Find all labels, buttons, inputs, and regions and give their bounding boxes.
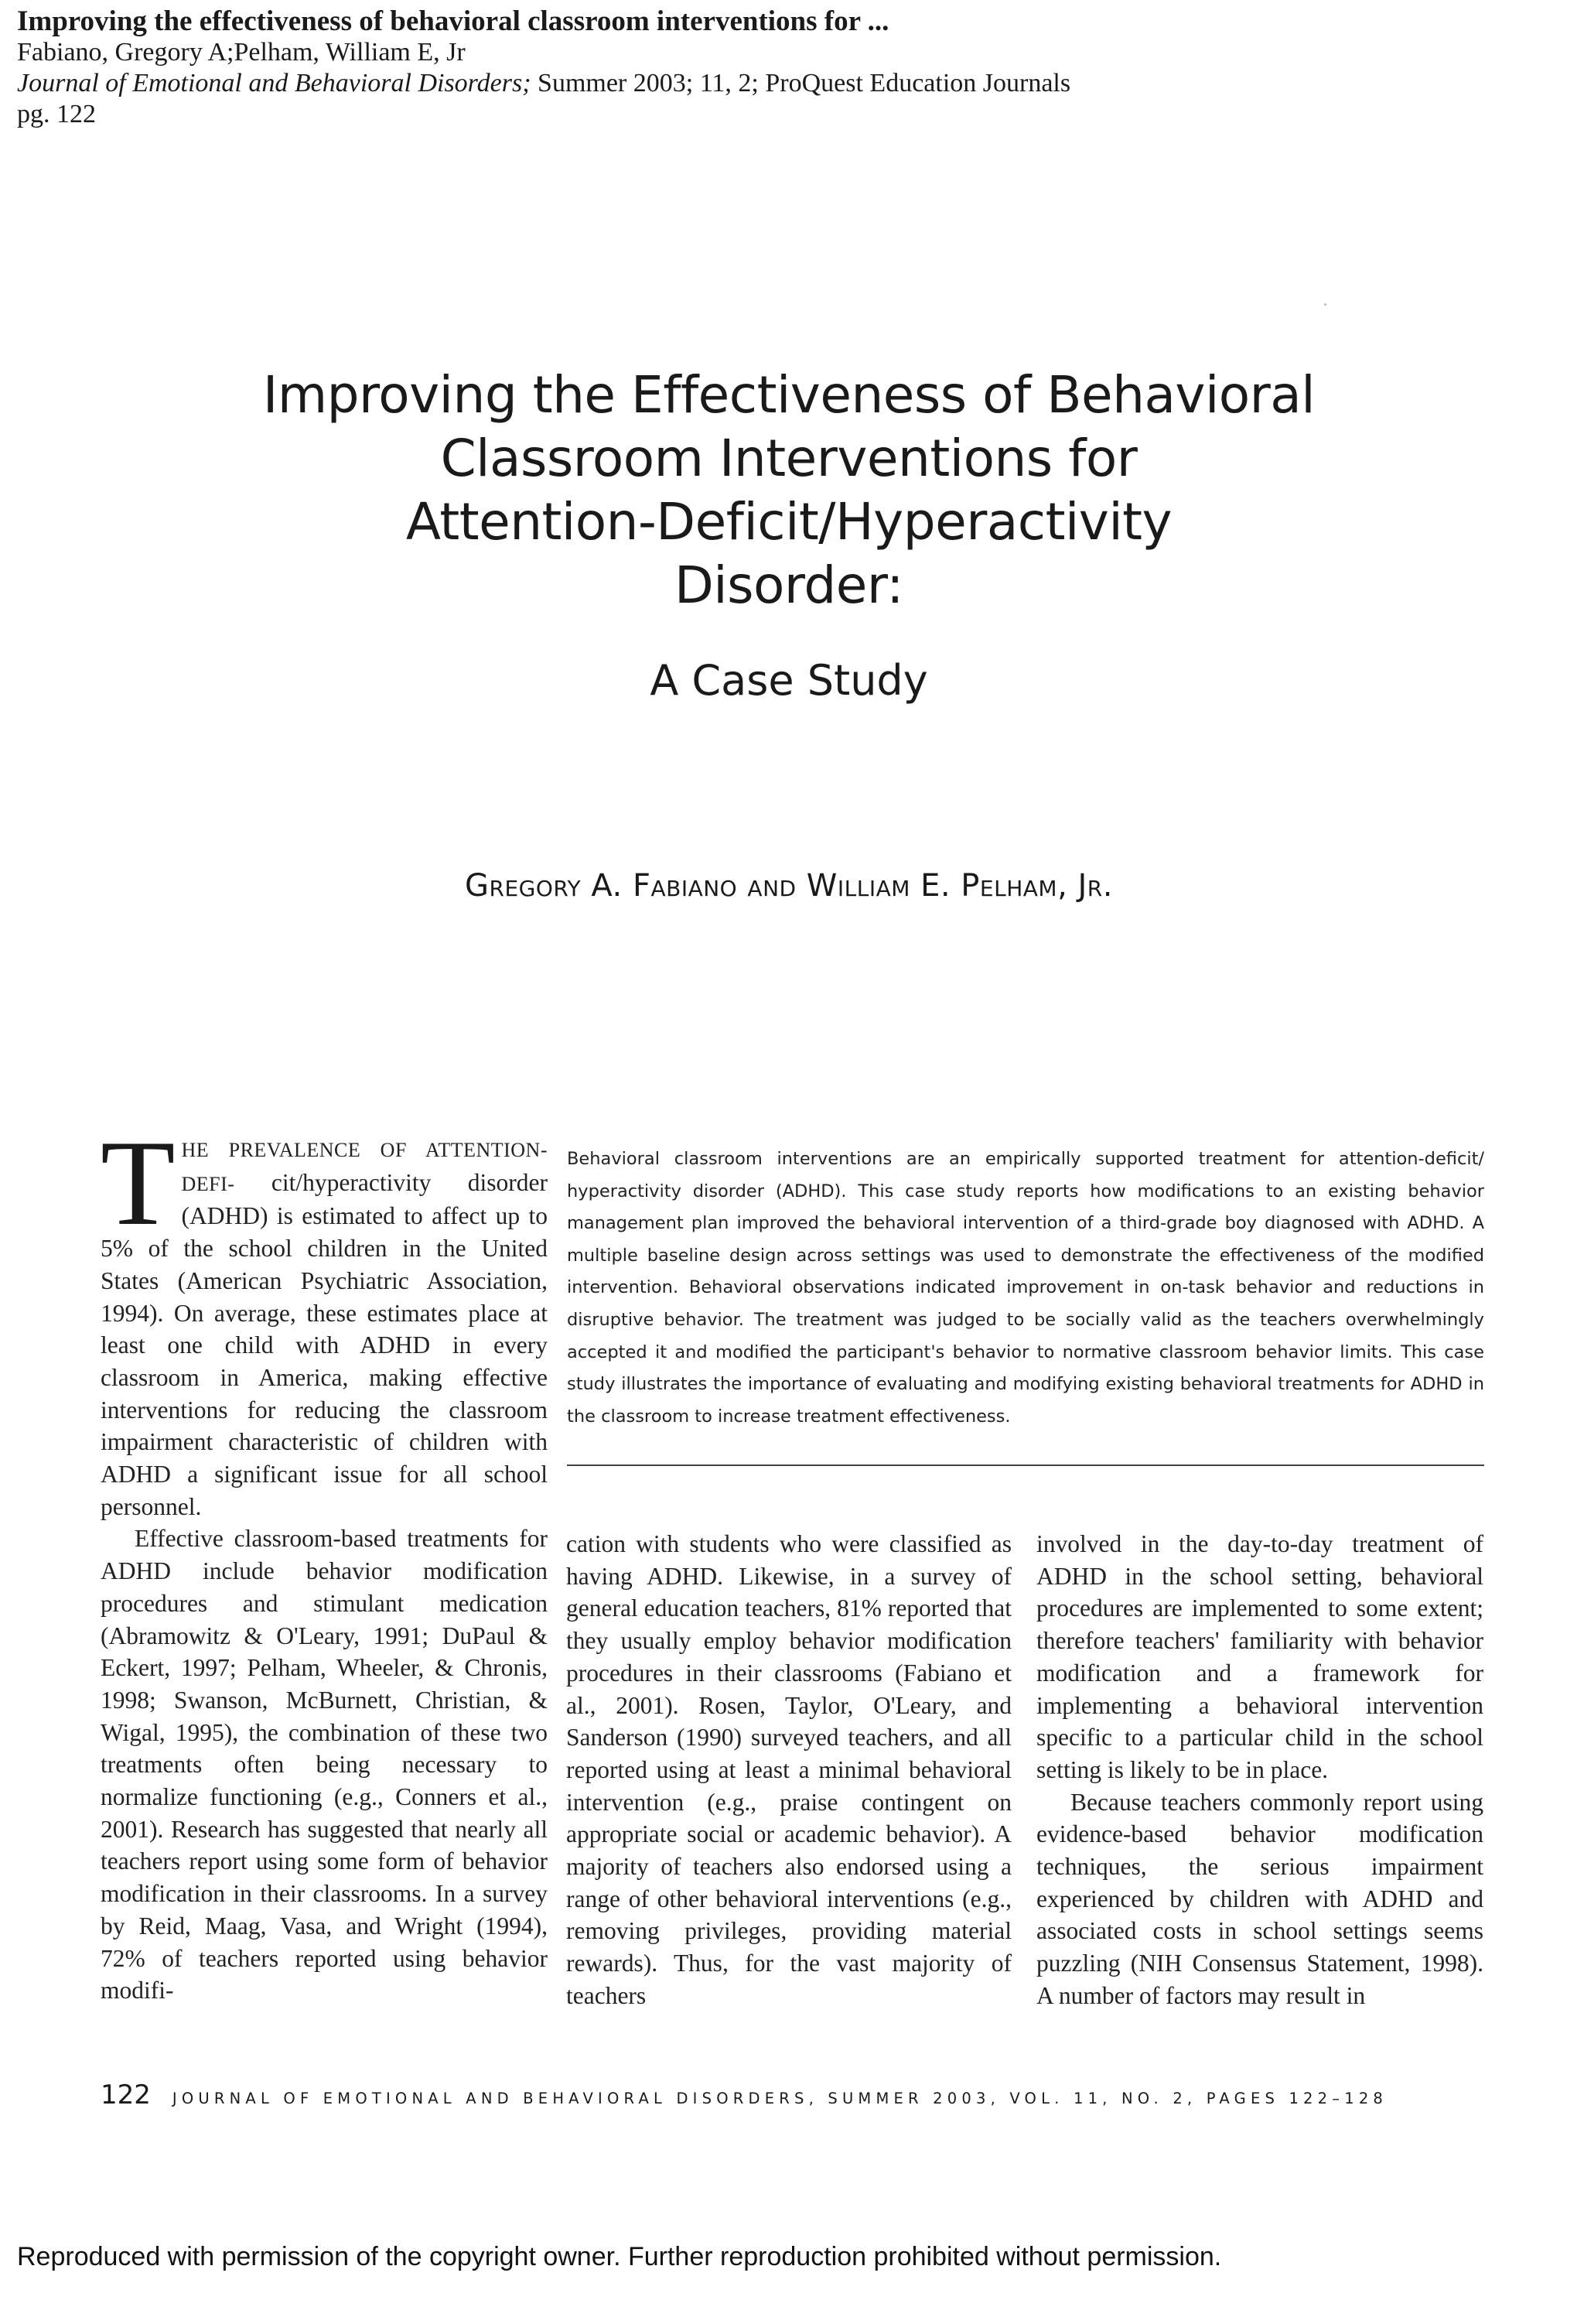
header-authors: Fabiano, Gregory A;Pelham, William E, Jr <box>17 38 466 67</box>
body-paragraph <box>101 1116 548 1523</box>
title-line: Classroom Interventions for <box>440 429 1138 488</box>
database-header <box>17 6 1487 130</box>
header-issue: Summer 2003; 11, 2; ProQuest Education Journals <box>531 69 1071 97</box>
header-title: Improving the effectiveness of behavioral classroom interventions for ... <box>17 5 889 37</box>
article-title <box>139 364 1439 617</box>
article-subtitle: A Case Study <box>650 656 928 705</box>
abstract: Behavioral classroom interventions are an empirically supported treatment for attention-deficit/ hyperactivity disorder (ADHD). This case study reports how modifications to an existing behavior management plan improved the behavioral intervention of a third-grade boy diagnosed with ADHD. A multiple baseline design across settings was used to demonstrate the effectiveness of the modified intervention. Behavioral observations indicated improvement in on-task behavior and reductions in disruptive behavior. The treatment was judged to be socially valid as the teachers overwhelmingly accepted it and modified the participant's behavior to normative classroom behavior limits. This case study illustrates the importance of evaluating and modifying existing behavioral treatments for ADHD in the classroom to increase treatment effectiveness. <box>567 1149 1484 1427</box>
body-column-middle <box>566 1528 1012 2012</box>
paragraph-text: cit/hyperactivity disorder (ADHD) is estimated to affect up to 5% of the school children in the United States (American Psychiatric Association, 1994). On average, these estimates place at least one child with ADHD in every classroom in America, making effective interventions for reducing the classroom impairment characteristic of children with ADHD a significant issue for all school personnel. <box>101 1168 548 1520</box>
lead-in-caps: HE PREVALENCE OF ATTENTION-DEFI- <box>181 1139 548 1195</box>
title-line: Disorder: <box>674 555 904 615</box>
page-number: 122 <box>101 2080 151 2110</box>
header-citation <box>17 68 1487 99</box>
header-page: pg. 122 <box>17 100 96 128</box>
body-paragraph: Because teachers commonly report using evidence-based behavior modification techniques, the serious impairment experienced by children with ADHD and associated costs in school settings seems puzzling (NIH Consensus Statement, 1998). A number of factors may result in <box>1036 1788 1483 2009</box>
body-paragraph: Effective classroom-based treatments for ADHD include behavior modification procedures and stimulant medication (Abramowitz & O'Leary, 1991; DuPaul & Eckert, 1997; Pelham, Wheeler, & Chronis, 1998; Swanson, McBurnett, Christian, & Wigal, 1995), the combination of these two treatments often being necessary to normalize functioning (e.g., Conners et al., 2001). Research has suggested that nearly all teachers report using some form of behavior modification in their classrooms. In a survey by Reid, Maag, Vasa, and Wright (1994), 72% of teachers reported using behavior modifi- <box>101 1525 548 2004</box>
title-line: Improving the Effectiveness of Behavioral <box>262 365 1316 425</box>
abstract-divider <box>567 1464 1484 1466</box>
copyright-notice: Reproduced with permission of the copyright owner. Further reproduction prohibited without permission. <box>17 2242 1222 2271</box>
scan-speck <box>1324 303 1326 306</box>
running-head: JOURNAL OF EMOTIONAL AND BEHAVIORAL DISORDERS, SUMMER 2003, VOL. 11, NO. 2, PAGES 122–128 <box>172 2090 1388 2107</box>
title-line: Attention-Deficit/Hyperactivity <box>405 492 1173 552</box>
body-paragraph: cation with students who were classified as having ADHD. Likewise, in a survey of general education teachers, 81% reported that they usually employ behavior modification procedures in their classrooms (Fabiano et al., 2001). Rosen, Taylor, O'Leary, and Sanderson (1990) surveyed teachers, and all reported using at least a minimal behavioral intervention (e.g., praise contingent on appropriate social or academic behavior). A majority of teachers also endorsed using a range of other behavioral interventions (e.g., removing privileges, providing material rewards). Thus, for the vast majority of teachers <box>566 1530 1012 2009</box>
header-journal: Journal of Emotional and Behavioral Disorders; <box>17 69 531 97</box>
drop-cap: T <box>101 1116 176 1251</box>
body-column-left <box>101 1116 548 2007</box>
page-footer <box>101 2080 1493 2114</box>
body-column-right <box>1036 1528 1483 2012</box>
body-paragraph: involved in the day-to-day treatment of ADHD in the school setting, behavioral procedures are implemented to some extent; therefore teachers' familiarity with behavior modification and a framework for implementing a behavioral intervention specific to a particular child in the school setting is likely to be in place. <box>1036 1530 1483 1783</box>
article-authors: Gregory A. Fabiano and William E. Pelham, Jr. <box>465 868 1113 904</box>
